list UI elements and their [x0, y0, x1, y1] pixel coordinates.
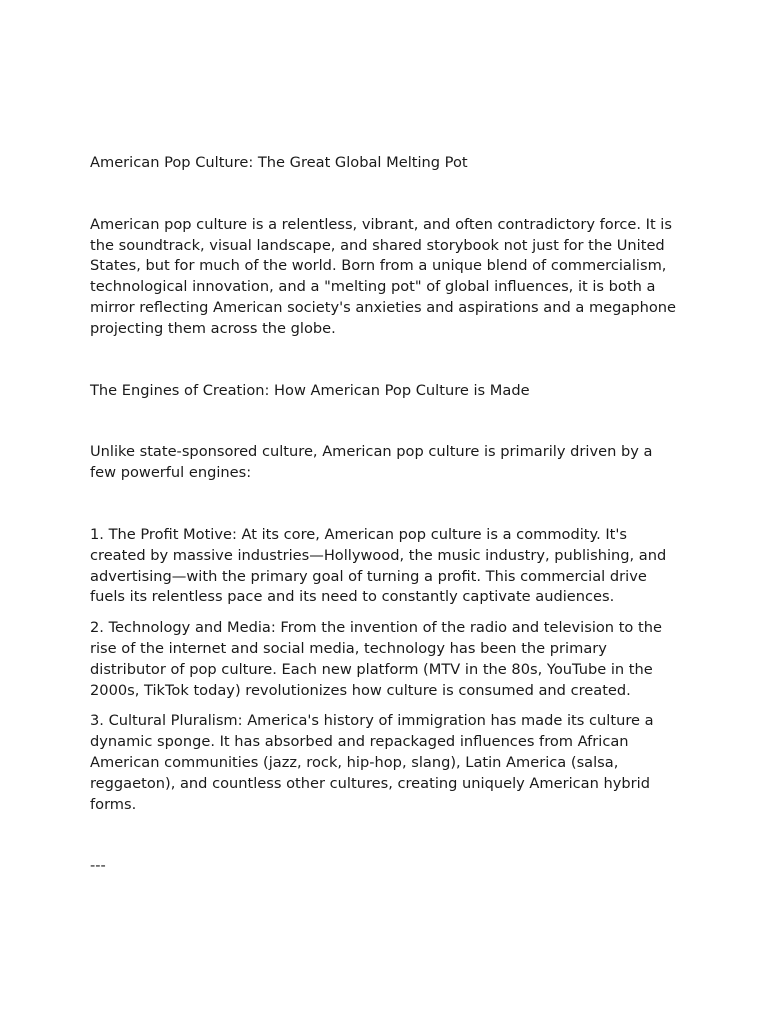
section-heading: The Engines of Creation: How American Pop Culture is Made — [90, 381, 530, 399]
lead-paragraph: Unlike state-sponsored culture, American pop culture is primarily driven by a few powerful engines: — [90, 443, 653, 482]
list-item-cultural-pluralism: 3. Cultural Pluralism: America's history of immigration has made its culture a dynamic sponge. It has absorbed and repackaged influences from African American communities (jazz, rock, hip-hop, slang), Latin America (salsa, reggaeton), and countless other cultures, creating uniquely American hybrid forms. — [90, 712, 654, 813]
list-item-profit-motive: 1. The Profit Motive: At its core, American pop culture is a commodity. It's created by massive industries—Hollywood, the music industry, publishing, and advertising—with the primary goal of turning a profit. This commercial drive fuels its relentless pace and its need to constantly captivate audiences. — [90, 525, 667, 606]
section-divider: --- — [90, 857, 106, 875]
document-page — [90, 153, 680, 877]
list-item-technology-media: 2. Technology and Media: From the invention of the radio and television to the rise of the internet and social media, technology has been the primary distributor of pop culture. Each new platform (MTV in the 80s, YouTube in the 2000s, TikTok today) revolutionizes how culture is consumed and created. — [90, 619, 662, 699]
document-title: American Pop Culture: The Great Global Melting Pot — [90, 154, 468, 171]
intro-paragraph: American pop culture is a relentless, vibrant, and often contradictory force. It is the soundtrack, visual landscape, and shared storybook not just for the United States, but for much of the world. Born from a unique blend of commercialism, technological innovation, and a "melting pot" of global influences, it is both a mirror reflecting American society's anxieties and aspirations and a megaphone projecting them across the globe. — [90, 215, 677, 337]
